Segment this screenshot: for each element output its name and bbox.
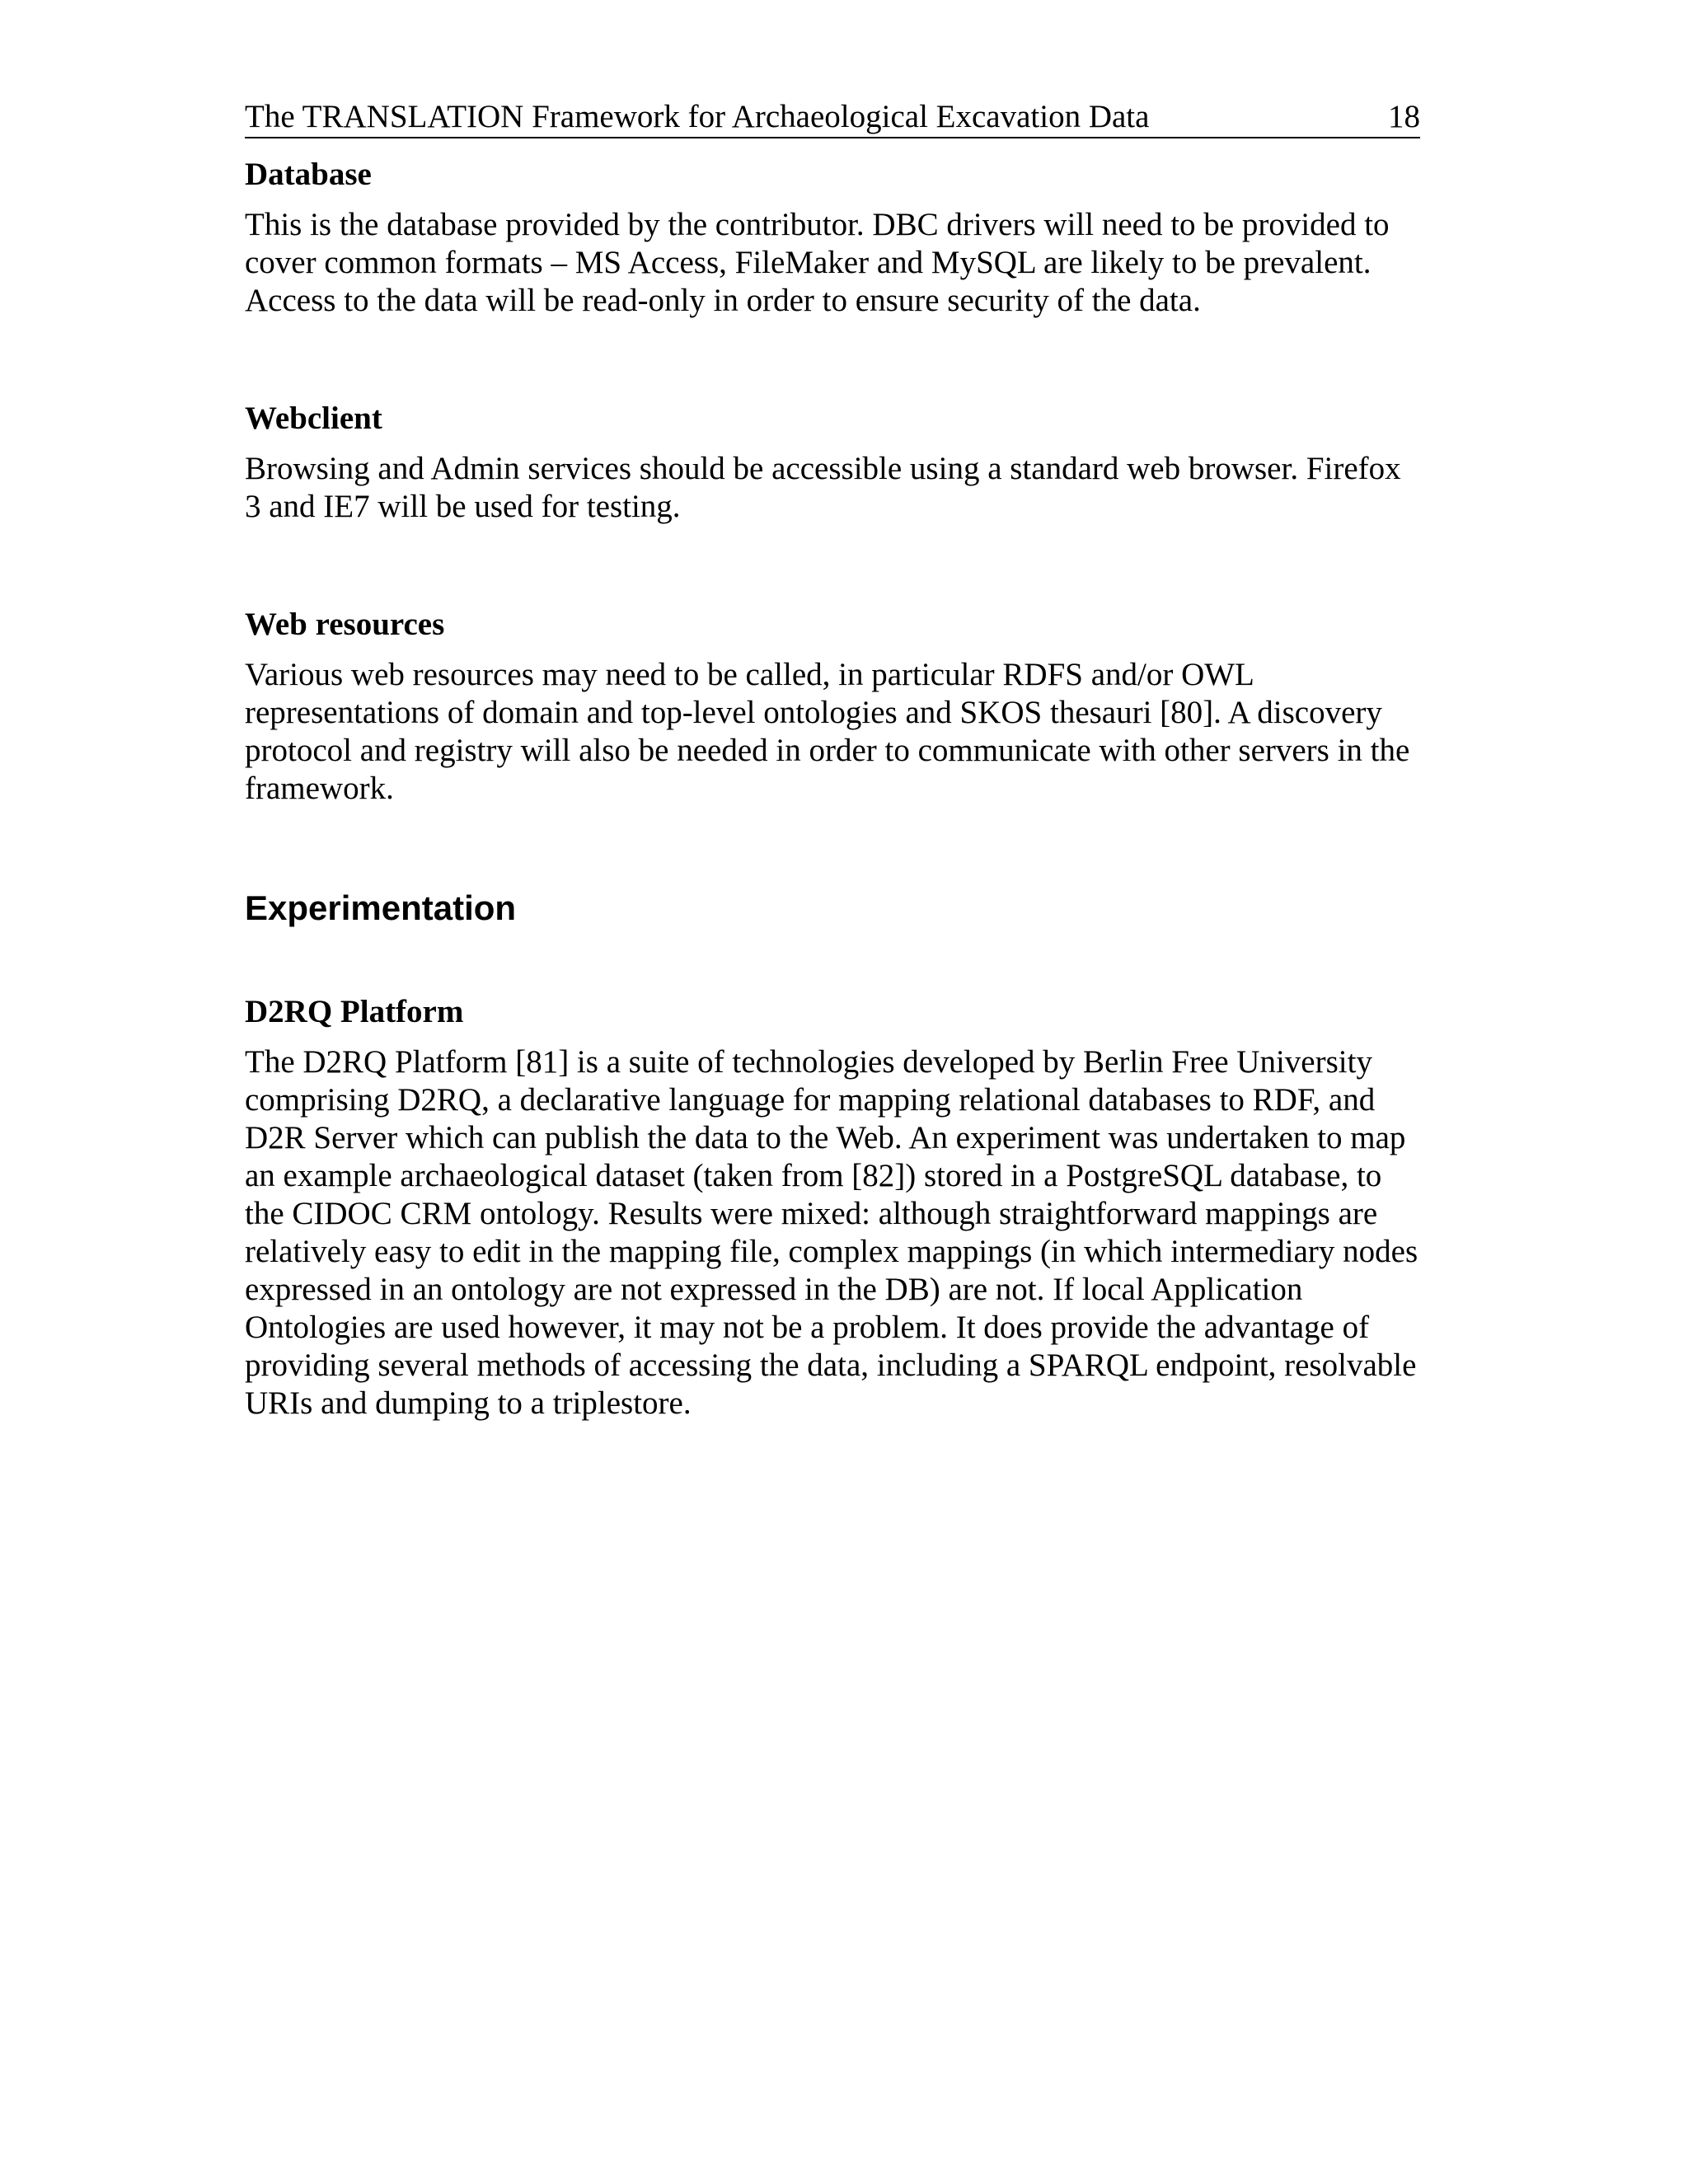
webclient-paragraph: Browsing and Admin services should be accessible using a standard web browser. Firefox 3 and IE7 will be used for testing. xyxy=(245,451,1401,524)
database-paragraph: This is the database provided by the contributor. DBC drivers will need to be provided to cover common formats – MS Access, FileMaker and MySQL are likely to be prevalent. Access to the data will be read-only in order to ensure security of the data. xyxy=(245,207,1390,318)
web-resources-paragraph: Various web resources may need to be called, in particular RDFS and/or OWL representations of domain and top-level ontologies and SKOS thesauri [80]. A discovery protocol and registry will also be needed in order to communicate with other servers in the framework. xyxy=(245,657,1410,806)
page-number: 18 xyxy=(1388,99,1420,134)
d2rq-paragraph: The D2RQ Platform [81] is a suite of technologies developed by Berlin Free University comprising D2RQ, a declarative language for mapping relational databases to RDF, and D2R Server which can publish the data to the Web. An experiment was undertaken to map an example archaeological dataset (taken from [82]) stored in a PostgreSQL database, to the CIDOC CRM ontology. Results were mixed: although straightforward mappings are relatively easy to edit in the mapping file, complex mappings (in which intermediary nodes expressed in an ontology are not expressed in the DB) are not. If local Application Ontologies are used however, it may not be a problem. It does provide the advantage of providing several methods of accessing the data, including a SPARQL endpoint, resolvable URIs and dumping to a triplestore. xyxy=(245,1044,1418,1421)
section-database xyxy=(245,155,1420,320)
section-web-resources xyxy=(245,605,1420,808)
section-d2rq xyxy=(245,992,1420,1422)
running-header xyxy=(245,97,1420,138)
document-page xyxy=(245,97,1420,1502)
header-title: The TRANSLATION Framework for Archaeological Excavation Data xyxy=(245,99,1150,134)
section-webclient xyxy=(245,399,1420,526)
webclient-heading: Webclient xyxy=(245,401,382,436)
experimentation-heading: Experimentation xyxy=(245,888,517,927)
d2rq-heading: D2RQ Platform xyxy=(245,994,464,1029)
database-heading: Database xyxy=(245,157,372,192)
web-resources-heading: Web resources xyxy=(245,607,445,642)
